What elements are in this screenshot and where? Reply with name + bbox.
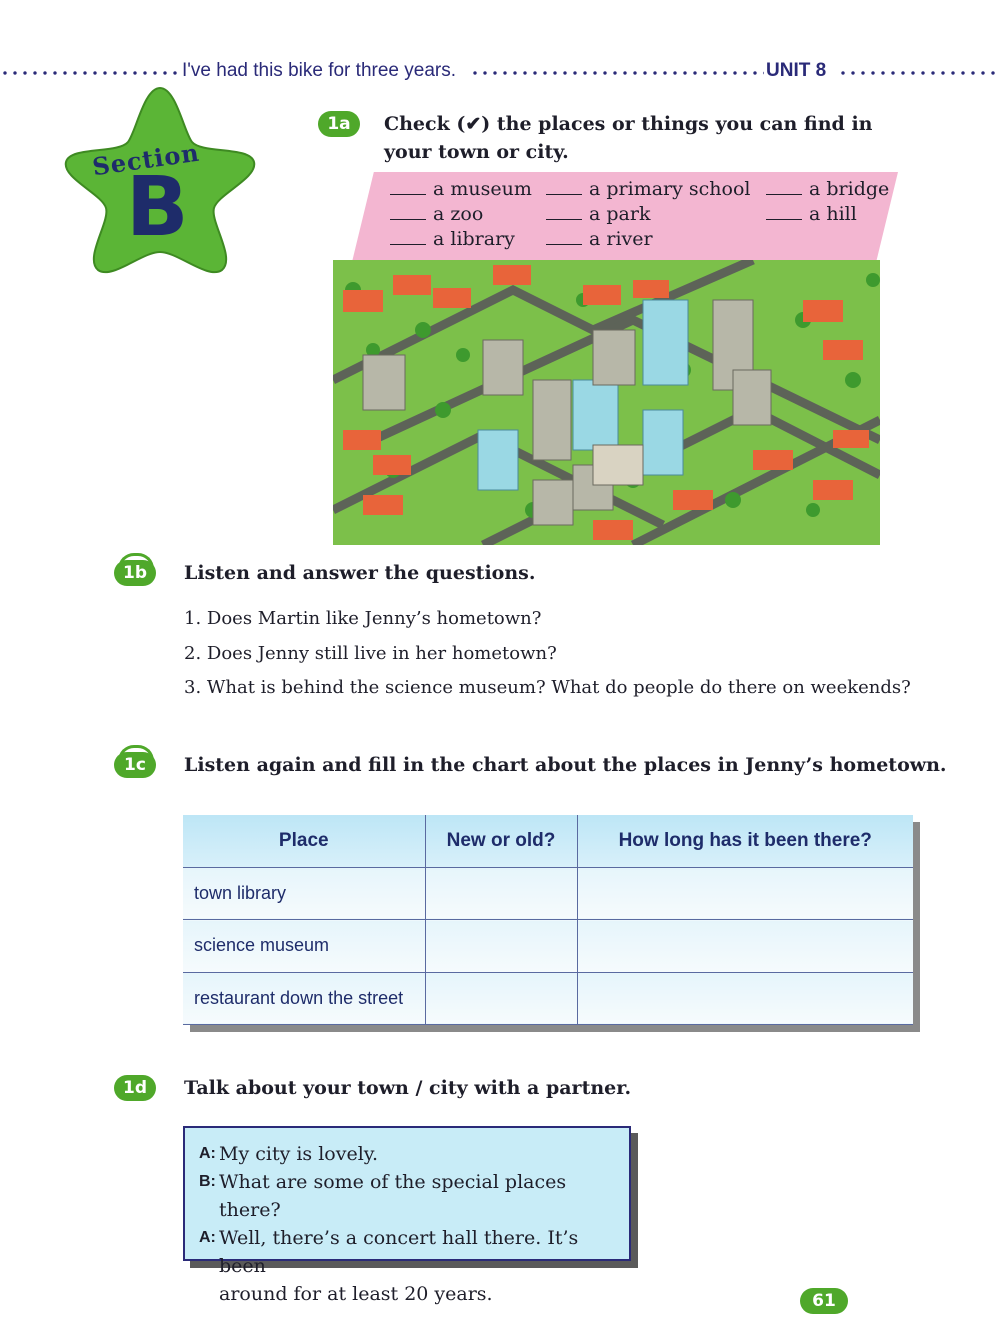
chart-header-how-long: How long has it been there? [577,815,913,867]
checklist-item[interactable]: a primary school [546,177,750,200]
page-header-title: I've had this bike for three years. [182,60,456,81]
chart-answer-cell[interactable] [425,920,577,972]
section-letter: B [126,160,189,255]
question-3: 3. What is behind the science museum? What do people do there on weekends? [184,677,911,698]
checklist-item[interactable]: a park [546,202,650,225]
chart-answer-cell[interactable] [577,920,913,972]
header-dots-middle [470,70,764,76]
question-2: 2. Does Jenny still live in her hometown? [184,643,557,664]
chart-answer-cell[interactable] [577,972,913,1024]
exercise-1d-instruction: Talk about your town / city with a partner. [184,1077,632,1099]
header-dots-left [0,70,182,76]
exercise-1c-badge: 1c [114,752,156,778]
checklist-item[interactable]: a zoo [390,202,483,225]
checklist-item[interactable]: a hill [766,202,857,225]
question-1: 1. Does Martin like Jenny’s hometown? [184,608,542,629]
chart-header-place: Place [183,815,425,867]
exercise-1c-instruction: Listen again and fill in the chart about the places in Jenny’s hometown. [184,754,947,776]
dialogue-line: B: What are some of the special places there? [199,1168,615,1224]
check-blank[interactable] [766,202,802,220]
page-number: 61 [800,1288,848,1314]
chart-answer-cell[interactable] [577,867,913,919]
chart-header-new-or-old: New or old? [425,815,577,867]
checklist-item[interactable]: a library [390,227,515,250]
speaker-label: A: [199,1229,216,1246]
check-blank[interactable] [390,227,426,245]
chart-header-row [183,815,913,867]
dialogue-line: A: My city is lovely. [199,1140,615,1168]
exercise-1d-badge: 1d [114,1075,156,1101]
check-blank[interactable] [390,202,426,220]
chart-place-cell: science museum [183,920,425,972]
chart-place-cell: town library [183,867,425,919]
header-dots-right [838,70,1000,76]
exercise-1a-badge: 1a [318,111,360,137]
speaker-label: B: [199,1173,216,1190]
dialogue-line: A: Well, there’s a concert hall there. It’s been [199,1224,615,1280]
table-row [183,867,913,919]
check-blank[interactable] [546,202,582,220]
dialogue-box [183,1126,631,1305]
exercise-1b-instruction: Listen and answer the questions. [184,562,536,584]
checklist-item[interactable]: a museum [390,177,532,200]
chart-answer-cell[interactable] [425,867,577,919]
section-label: Section [90,137,202,182]
table-row [183,972,913,1024]
checklist-item[interactable]: a bridge [766,177,889,200]
check-blank[interactable] [546,177,582,195]
unit-label: UNIT 8 [766,60,827,81]
checklist-item[interactable]: a river [546,227,653,250]
check-blank[interactable] [766,177,802,195]
speaker-label: A: [199,1145,216,1162]
check-blank[interactable] [390,177,426,195]
check-blank[interactable] [546,227,582,245]
chart-answer-cell[interactable] [425,972,577,1024]
places-chart [183,815,913,1025]
exercise-1b-badge: 1b [114,560,156,586]
dialogue-line: around for at least 20 years. [199,1280,615,1308]
table-row [183,920,913,972]
chart-place-cell: restaurant down the street [183,972,425,1024]
exercise-1a-instruction: Check (✔) the places or things you can find in your town or city. [384,113,873,163]
speaker-label [199,1280,219,1308]
city-illustration [333,260,880,545]
